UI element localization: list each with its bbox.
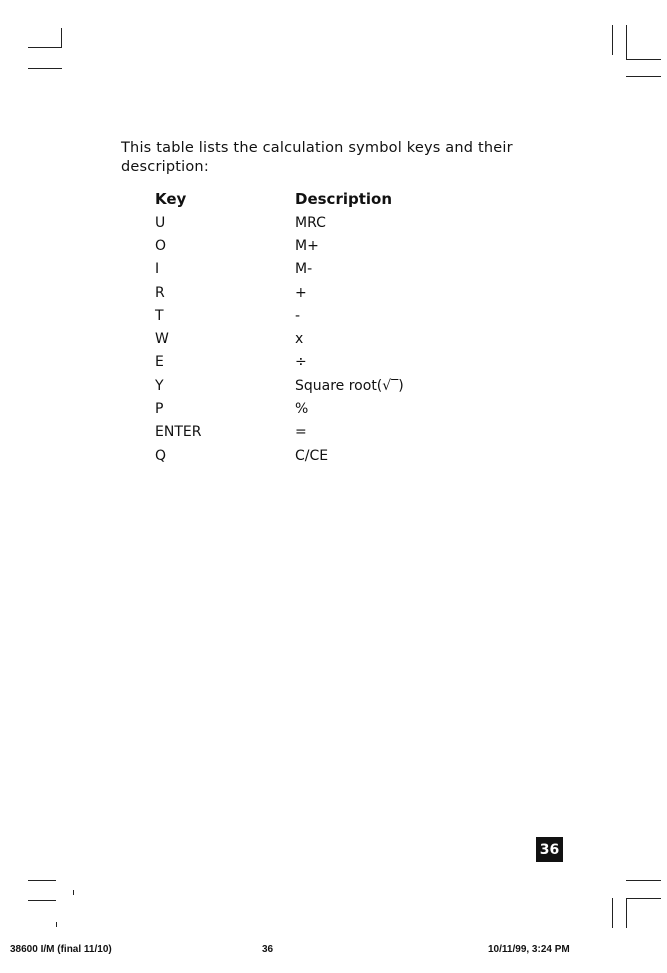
description-cell: M-	[295, 261, 313, 278]
description-cell: x	[295, 331, 304, 348]
description-cell: %	[295, 401, 309, 418]
table-row	[155, 351, 404, 374]
table-row	[155, 234, 404, 257]
intro-text: This table lists the calculation symbol keys and their description:	[121, 140, 513, 175]
table-row	[155, 444, 404, 467]
table-row	[155, 374, 404, 397]
table-row	[155, 211, 404, 234]
description-cell: Square root(√‾)	[295, 377, 404, 394]
description-cell: C/CE	[295, 447, 329, 464]
table-row	[155, 397, 404, 420]
table-row	[155, 421, 404, 444]
description-cell: -	[295, 307, 301, 324]
key-cell: U	[155, 214, 166, 231]
table-row	[155, 327, 404, 350]
key-cell: P	[155, 401, 164, 418]
footer-file-info: 38600 I/M (final 11/10)	[10, 944, 112, 955]
table-header-row	[155, 187, 404, 211]
column-header-key: Key	[155, 190, 187, 208]
table-row	[155, 258, 404, 281]
key-cell: E	[155, 354, 164, 371]
key-cell: I	[155, 261, 160, 278]
description-cell: ÷	[295, 354, 307, 371]
key-cell: T	[155, 307, 164, 324]
key-cell: Q	[155, 447, 167, 464]
description-cell: M+	[295, 237, 319, 254]
footer-timestamp: 10/11/99, 3:24 PM	[488, 944, 570, 955]
table-row	[155, 281, 404, 304]
footer-page-number: 36	[262, 944, 274, 955]
table-row	[155, 304, 404, 327]
key-cell: W	[155, 331, 169, 348]
key-cell: ENTER	[155, 424, 202, 441]
description-cell: =	[295, 424, 307, 441]
column-header-description: Description	[295, 190, 393, 208]
page-number-badge: 36	[536, 837, 563, 862]
description-cell: MRC	[295, 214, 326, 231]
key-cell: O	[155, 237, 167, 254]
key-description-table	[155, 187, 404, 467]
key-cell: R	[155, 284, 165, 301]
key-cell: Y	[155, 377, 164, 394]
description-cell: +	[295, 284, 307, 301]
